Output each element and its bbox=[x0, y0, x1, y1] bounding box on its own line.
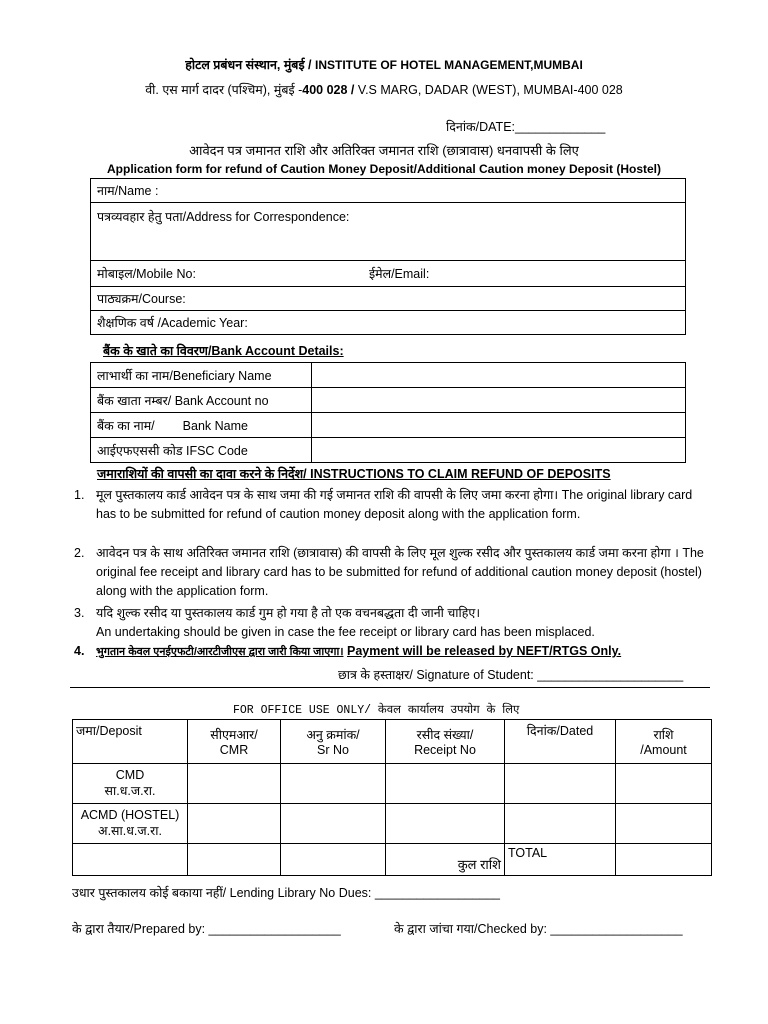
email-field: ईमेल/Email: bbox=[363, 261, 686, 287]
bank-name-value bbox=[312, 413, 686, 438]
account-number-label: बैंक खाता नम्बर/ Bank Account no bbox=[91, 388, 312, 413]
beneficiary-name-value bbox=[312, 363, 686, 388]
form-title-english: Application form for refund of Caution Money Deposit/Additional Caution money Deposit (Hostel) bbox=[107, 162, 661, 176]
institute-name-english: INSTITUTE OF HOTEL MANAGEMENT,MUMBAI bbox=[315, 58, 583, 72]
personal-details-table bbox=[90, 178, 686, 335]
total-label-english: TOTAL bbox=[505, 844, 616, 876]
account-number-value bbox=[312, 388, 686, 413]
col-amount: राशि /Amount bbox=[616, 720, 712, 764]
library-no-dues-field: उधार पुस्तकालय कोई बकाया नहीं/ Lending Library No Dues: __________________ bbox=[72, 886, 500, 900]
address-english: V.S MARG, DADAR (WEST), MUMBAI-400 028 bbox=[357, 83, 623, 97]
instruction-3: 3. यदि शुल्क रसीद या पुस्तकालय कार्ड गुम हो गया है तो एक वचनबद्धता दी जानी चाहिए। An undertaking should be given in case the fee receipt or library card has been misplaced. bbox=[74, 606, 595, 639]
col-sr-no: अनु क्रमांक/ Sr No bbox=[281, 720, 386, 764]
col-dated: दिनांक/Dated bbox=[505, 720, 616, 764]
form-title-hindi: आवेदन पत्र जमानत राशि और अतिरिक्त जमानत राशि (छात्रावास) धनवापसी के लिए bbox=[189, 143, 579, 158]
table-row bbox=[73, 764, 712, 804]
col-receipt-no: रसीद संख्या/ Receipt No bbox=[386, 720, 505, 764]
ifsc-code-label: आईएफएससी कोड IFSC Code bbox=[91, 438, 312, 463]
instruction-2: 2. आवेदन पत्र के साथ अतिरिक्त जमानत राशि (छात्रावास) की वापसी के लिए मूल शुल्क रसीद और पुस्तकालय कार्ड जमा करना होगा । The original fee receipt and library card has to be submitted for refund of additional caution money deposit (hostel) along with the application form. bbox=[74, 546, 704, 598]
mobile-field: मोबाइल/Mobile No: bbox=[91, 261, 364, 287]
institute-name bbox=[0, 56, 768, 73]
total-label-hindi: कुल राशि bbox=[386, 844, 505, 876]
col-cmr: सीएमआर/ CMR bbox=[188, 720, 281, 764]
office-use-heading: FOR OFFICE USE ONLY/ केवल कार्यालय उपयोग के लिए bbox=[233, 704, 520, 717]
instruction-1: 1. मूल पुस्तकालय कार्ड आवेदन पत्र के साथ जमा की गई जमानत राशि की वापसी के लिए जमा करना होगा। The original library card has to be submitted for refund of caution money deposit along with the application form. bbox=[74, 488, 693, 521]
academic-year-field: शैक्षणिक वर्ष /Academic Year: bbox=[91, 311, 686, 335]
address-field: पत्रव्यवहार हेतु पता/Address for Correspondence: bbox=[91, 203, 686, 261]
instruction-4: 4. भुगतान केवल एनईएफटी/आरटीजीएस द्वारा जारी किया जाएगा। Payment will be released by NEFT/RTGS Only. bbox=[74, 644, 622, 658]
row-label-cmd: CMD सा.ध.ज.रा. bbox=[73, 764, 188, 804]
office-use-table bbox=[72, 719, 712, 876]
col-deposit: जमा/Deposit bbox=[73, 720, 188, 764]
ifsc-code-value bbox=[312, 438, 686, 463]
institute-name-hindi: होटल प्रबंधन संस्थान, मुंबई / bbox=[185, 58, 312, 72]
checked-by-field: के द्वारा जांचा गया/Checked by: ___________________ bbox=[394, 922, 683, 936]
instructions-heading: जमाराशियों की वापसी का दावा करने के निर्देश/ INSTRUCTIONS TO CLAIM REFUND OF DEPOSITS bbox=[97, 467, 611, 481]
bank-details-table bbox=[90, 362, 686, 463]
date-field: दिनांक/DATE:_____________ bbox=[446, 120, 606, 134]
address-hindi: वी. एस मार्ग दादर (पश्चिम), मुंबई - bbox=[145, 83, 303, 97]
name-field: नाम/Name : bbox=[91, 179, 686, 203]
table-row bbox=[73, 804, 712, 844]
table-row bbox=[73, 844, 712, 876]
institute-address bbox=[0, 81, 768, 98]
course-field: पाठ्यक्रम/Course: bbox=[91, 287, 686, 311]
beneficiary-name-label: लाभार्थी का नाम/Beneficiary Name bbox=[91, 363, 312, 388]
row-label-acmd: ACMD (HOSTEL) अ.सा.ध.ज.रा. bbox=[73, 804, 188, 844]
prepared-by-field: के द्वारा तैयार/Prepared by: ___________________ bbox=[72, 922, 341, 936]
bank-details-heading: बैंक के खाते का विवरण/Bank Account Details: bbox=[103, 344, 344, 358]
bank-name-label: बैंक का नाम/ Bank Name bbox=[91, 413, 312, 438]
student-signature-field: छात्र के हस्ताक्षर/ Signature of Student: _____________________ bbox=[338, 668, 684, 682]
divider-line bbox=[70, 687, 710, 688]
address-pin: 400 028 / bbox=[302, 83, 355, 97]
